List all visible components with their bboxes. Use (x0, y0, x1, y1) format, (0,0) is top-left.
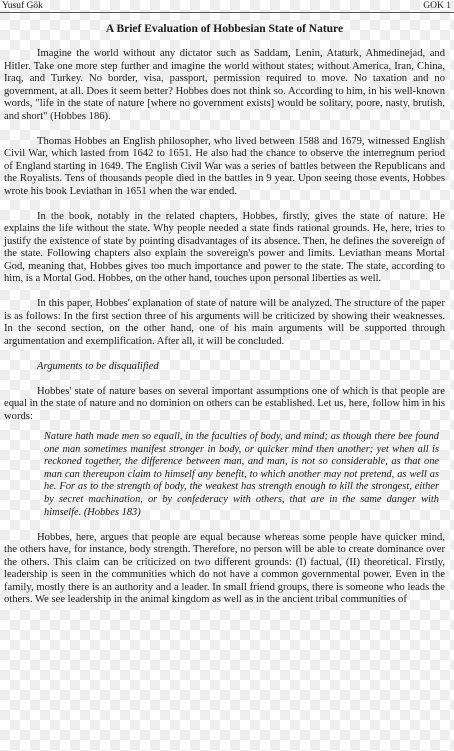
paragraph-3: In the book, notably in the related chapters, Hobbes, firstly, gives the state of nature. He explains the life without the state. Why people needed a state finds rational grounds. He, here, tries to justify the existence of state by pointing disadvantages of its absence. Then, he defines the sovereign of the state. Following chapters also explain the sovereign's power and limits. Leviathan means Mortal God, meaning that, Hobbes gives too much importance and power to the state. The state, according to him, is a Mortal God. Hobbes, on the other hand, touches upon personal liberties as well. (4, 210, 445, 284)
paragraph-final: Hobbes, here, argues that people are equal because whereas some people have quicker mind, the others have, for instance, body strength. Therefore, no person will be able to create dominance over the others. This claim can be criticized on two different grounds: (I) factual, (II) theoretical. Firstly, leadership is seen in the communities which do not have a common governmental power. Even in the family, mostly there is an authority and a leader. In small friend groups, there is someone who leads the others. We see leadership in the animal kingdom as well as in the ancient tribal communities of (4, 531, 445, 606)
paragraph-1: Imagine the world without any dictator such as Saddam, Lenin, Ataturk, Ahmedinejad, and Hitler. Take one more step further and imagine the world without states; without America, Iran, China, Iraq, and Turkey. No border, visa, passport, permission required to move. No taxation and no government, at all. Does it seem better? Hobbes does not think so. According to him, in his well-known words, "life in the state of nature [where no government exists] would be solitary, poore, nasty, brutish, and short" (Hobbes 186). (4, 48, 445, 122)
running-header-page: GOK 1 (423, 1, 451, 11)
document-title: A Brief Evaluation of Hobbesian State of Nature (105, 23, 344, 35)
section-intro: Hobbes' state of nature bases on several important assumptions one of which is that people are equal in the state of nature and no dominion on others can be established. Let us, here, follow him in his words: (4, 385, 446, 422)
header-rule (0, 12, 454, 13)
document-body (4, 22, 445, 607)
running-header-author: Yusuf Gök (2, 1, 43, 11)
block-quote: Nature hath made men so equall, in the faculties of body, and mind; as though there bee found one man sometimes manifest stronger in body, or quicker mind then another; yet when all is reckoned together, the difference between man, and man, is not so considerable, as that one man can thereupon claim to himself any benefit, to which another may not pretend, as well as he. For as to the strength of body, the weakest has strength enough to kill the strongest, either by secret machination, or by confederacy with others, that are in the same danger with himselfe. (Hobbes 183) (44, 431, 439, 518)
paragraph-4: In this paper, Hobbes' explanation of state of nature will be analyzed. The structure of the paper is as follows: In the first section three of his arguments will be criticized by showing their weaknesses. In the second section, on the other hand, one of his main arguments will be supported through argumentation and exemplification. After all, it will be concluded. (4, 298, 445, 347)
section-heading: Arguments to be disqualified (37, 360, 159, 372)
paragraph-2: Thomas Hobbes an English philosopher, who lived between 1588 and 1679, witnessed English Civil War, which lasted from 1642 to 1651. He also had the chance to observe the interregnum period of England starting in 1649. The English Civil War was a series of battles between the Republicans and the Royalists. Tens of thousands people died in the battles in 9 year. Upon seeing those events, Hobbes wrote his book Leviathan in 1651 when the war ended. (4, 135, 445, 197)
